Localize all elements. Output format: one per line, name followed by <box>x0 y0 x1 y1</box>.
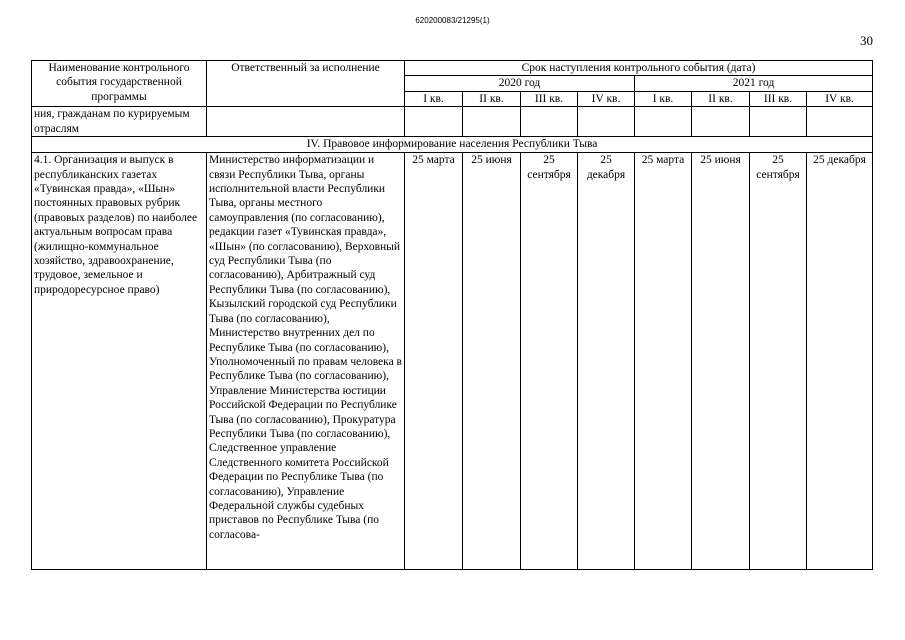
header-responsible: Ответственный за исполнение <box>207 61 405 107</box>
document-id: 620200083/21295(1) <box>415 16 490 25</box>
header-quarter: I кв. <box>405 91 463 106</box>
deadline-date: 25 июня <box>700 154 741 167</box>
header-quarter: III кв. <box>750 91 807 106</box>
deadline-date: 25 декабря <box>586 154 626 181</box>
continued-event-name: ния, гражданам по курируемым отраслям <box>32 107 207 137</box>
header-year-2021: 2021 год <box>635 76 873 91</box>
deadline-date: 25 сентября <box>527 154 571 181</box>
control-events-table <box>31 60 873 570</box>
responsible-parties: Министерство информатизации и связи Республики Тыва, органы исполнительной власти Республики Тыва, органы местного самоуправления (по согласованию), редакции газет «Тувинская правда», «Шын» (по согласованию), Верховный суд Республики Тыва (по согласованию), Арбитражный суд Республики Тыва (по согласованию), Кызылский городской суд Республики Тыва (по согласованию), Министерство внутренних дел по Республике Тыва (по согласованию), Уполномоченный по правам человека в Республике Тыва (по согласованию), Управление Министерства юстиции Российской Федерации по Республике Тыва (по согласованию), Прокуратура Республики Тыва (по согласованию), Следственное управление Следственного комитета Российской Федерации по Республике Тыва (по согласованию), Управление Федеральной службы судебных приставов по Республике Тыва (по согласова- <box>209 154 402 541</box>
header-year-2020: 2020 год <box>405 76 635 91</box>
page-number: 30 <box>860 33 873 48</box>
deadline-date: 25 декабря <box>813 154 866 167</box>
section-row <box>32 137 873 153</box>
table-row-continued <box>32 107 873 137</box>
header-quarter: I кв. <box>635 91 692 106</box>
deadline-date: 25 июня <box>471 154 512 167</box>
header-quarter: III кв. <box>521 91 578 106</box>
section-title: IV. Правовое информирование населения Республики Тыва <box>32 137 873 153</box>
header-quarter: II кв. <box>692 91 750 106</box>
deadline-date: 25 марта <box>412 154 455 167</box>
event-name: 4.1. Организация и выпуск в республиканских газетах «Тувинская правда», «Шын» постоянных правовых рубрик (правовых разделов) по наиболее актуальным вопросам права (жилищно-коммунальное хозяйство, здравоохранение, трудовое, земельное и природоресурсное право) <box>34 154 198 296</box>
header-quarter: II кв. <box>463 91 521 106</box>
header-deadline: Срок наступления контрольного события (дата) <box>405 61 873 76</box>
deadline-date: 25 сентября <box>756 154 800 181</box>
header-quarter: IV кв. <box>807 91 873 106</box>
header-event-name: Наименование контрольного события государственной программы <box>32 61 207 107</box>
table-row <box>32 153 873 570</box>
deadline-date: 25 марта <box>641 154 685 167</box>
header-quarter: IV кв. <box>578 91 635 106</box>
